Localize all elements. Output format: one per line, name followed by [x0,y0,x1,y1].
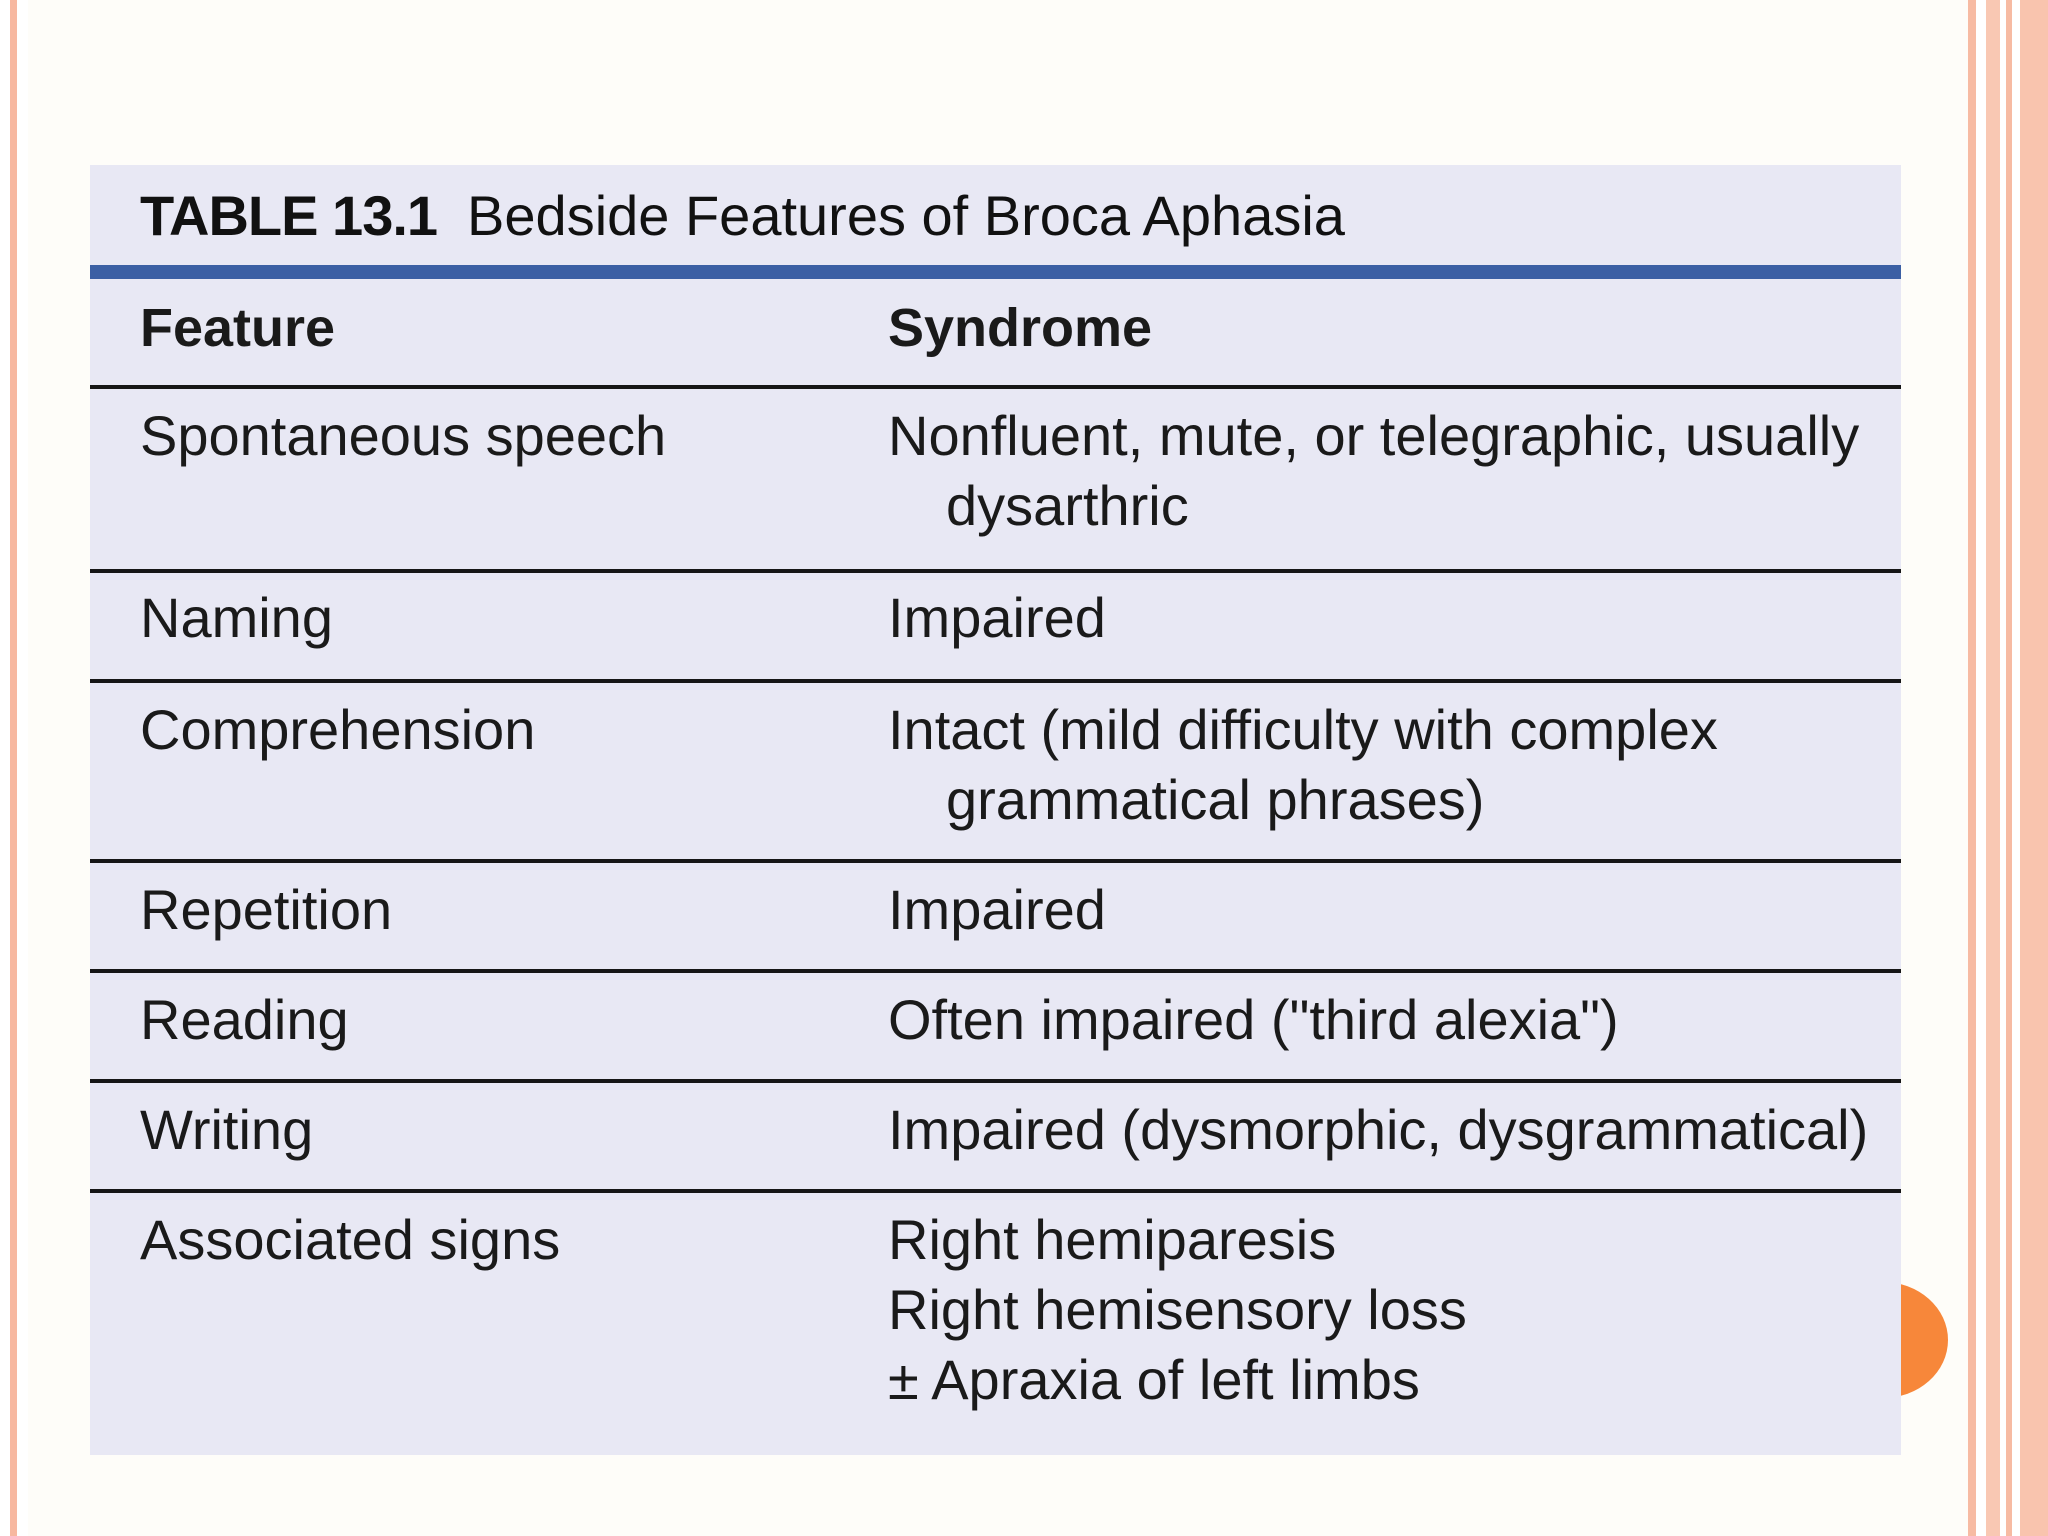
row-feature: Reading [140,988,349,1051]
table-title: Bedside Features of Broca Aphasia [467,184,1345,247]
row-syndrome-line: Intact (mild difficulty with complex [888,698,1718,761]
row-syndrome-line: grammatical phrases) [946,768,1485,831]
row-rule [90,1189,1901,1193]
row-feature: Associated signs [140,1208,561,1271]
row-syndrome-line: Impaired (dysmorphic, dysgrammatical) [888,1098,1869,1161]
row-syndrome-line: Impaired [888,586,1106,649]
row-rule [90,569,1901,573]
caption-rule [90,265,1901,279]
table-caption [140,181,1345,251]
table-13-1 [90,165,1901,1455]
row-feature: Comprehension [140,698,536,761]
table-number: TABLE 13.1 [140,184,438,247]
row-feature: Repetition [140,878,393,941]
row-rule [90,969,1901,973]
row-feature: Spontaneous speech [140,404,667,467]
row-rule [90,1079,1901,1083]
row-syndrome-line: Impaired [888,878,1106,941]
header-rule [90,385,1901,389]
row-syndrome-line: Right hemiparesis [888,1208,1337,1271]
row-syndrome-line: dysarthric [946,474,1189,537]
row-syndrome-line: ± Apraxia of left limbs [888,1348,1420,1411]
row-syndrome-line: Right hemisensory loss [888,1278,1467,1341]
row-rule [90,859,1901,863]
row-feature: Writing [140,1098,314,1161]
header-syndrome: Syndrome [888,298,1153,358]
row-rule [90,679,1901,683]
slide-frame-left [0,0,28,1536]
slide-frame-right [1968,0,2048,1536]
row-feature: Naming [140,586,333,649]
header-feature: Feature [140,298,336,358]
row-syndrome-line: Nonfluent, mute, or telegraphic, usually [888,404,1860,467]
row-syndrome-line: Often impaired ("third alexia") [888,988,1619,1051]
